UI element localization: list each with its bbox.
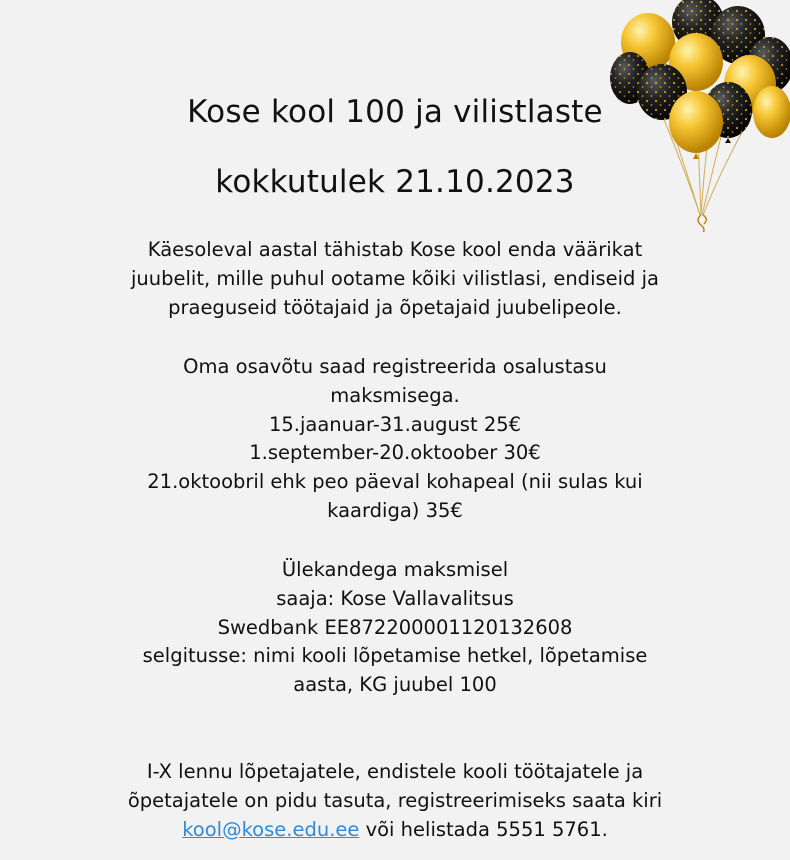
intro-line: juubelit, mille puhul ootame kõiki vilistlasi, endiseid ja: [130, 266, 659, 290]
intro-line: Käesoleval aastal tähistab Kose kool enda väärikat: [147, 238, 643, 261]
registration-line: Oma osavõtu saad registreerida osalustasu: [183, 355, 607, 378]
phone-text: või helistada 5551 5761.: [359, 817, 608, 841]
transfer-account: Swedbank EE872200001120132608: [217, 615, 573, 639]
price-line-late: 1.september-20.oktoober 30€: [249, 441, 541, 465]
intro-paragraph: [95, 236, 695, 322]
transfer-heading: Ülekandega maksmisel: [281, 558, 509, 581]
page-title-line1: Kose kool 100 ja vilistlaste: [187, 94, 603, 130]
intro-line: praeguseid töötajaid ja õpetajaid juubelipeole.: [168, 295, 622, 319]
price-line-early: 15.jaanuar-31.august 25€: [268, 412, 522, 436]
free-info-line: õpetajatele on pidu tasuta, registreerimiseks saata kiri: [127, 788, 663, 812]
free-info-paragraph: [80, 758, 710, 844]
email-link[interactable]: kool@kose.edu.ee: [182, 817, 360, 841]
transfer-paragraph: [95, 556, 695, 700]
transfer-description: selgitusse: nimi kooli lõpetamise hetkel, lõpetamise: [142, 644, 648, 668]
transfer-description-cont: aasta, KG juubel 100: [293, 673, 497, 697]
contact-line: [80, 816, 710, 845]
price-line-onsite: 21.oktoobril ehk peo päeval kohapeal (nii sulas kui: [147, 470, 643, 494]
registration-line: maksmisega.: [330, 383, 460, 407]
registration-paragraph: [95, 353, 695, 526]
price-line-onsite-cont: kaardiga) 35€: [327, 498, 463, 522]
transfer-recipient: saaja: Kose Vallavalitsus: [276, 586, 514, 610]
page-title-line2: kokkutulek 21.10.2023: [215, 164, 575, 200]
free-info-line: I-X lennu lõpetajatele, endistele kooli töötajatele ja: [146, 760, 644, 783]
